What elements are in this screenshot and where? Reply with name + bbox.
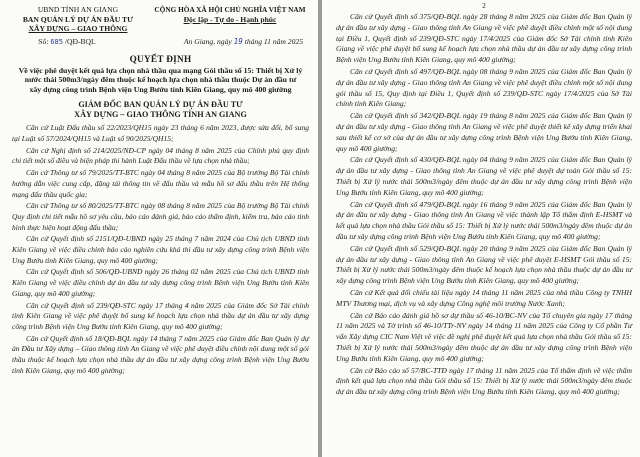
basis-paragraph: Căn cứ Quyết định số 506/QĐ-UBND ngày 26 tháng 02 năm 2025 của Chủ tịch UBND tỉnh Kiên Giang về việc điều chỉnh dự án đầu tư xây dựng công trình Bệnh viện Ung Bướu tỉnh Kiên Giang, quy mô 400 giường; — [12, 267, 309, 298]
basis-paragraph: Căn cứ Quyết định số 239/QĐ-STC ngày 17 tháng 4 năm 2025 của Giám đốc Sở Tài chính tỉnh Kiên Giang về việc phê duyệt bổ sung kế hoạch lựa chọn nhà thầu dự án đầu tư xây dựng công trình Bệnh viện Ung Bướu tỉnh Kiên Giang, quy mô 400 giường; — [12, 300, 309, 331]
decision-title: QUYẾT ĐỊNH — [129, 53, 192, 64]
number-prefix: Số: — [38, 36, 51, 46]
basis-paragraph: Căn cứ Quyết định số 18/QĐ-BQL ngày 14 tháng 7 năm 2025 của Giám đốc Ban Quản lý dự án Đầu tư Xây dựng – Giao thông tỉnh An Giang về việc phê duyệt điều chỉnh nội dung một số gói thầu thuộc kế hoạch lựa chọn nhà thầu dự án đầu tư xây dựng công trình Bệnh viện Ung Bướu tỉnh Kiên Giang, quy mô 400 giường; — [12, 333, 309, 375]
date-suffix: tháng 11 năm 2025 — [242, 36, 303, 46]
basis-paragraph: Căn cứ Quyết định số 430/QĐ-BQL ngày 04 tháng 9 năm 2025 của Giám đốc Ban Quản lý dự án đầu tư xây dựng - Giao thông tỉnh An Giang về việc phê duyệt dự toán Gói thầu số 15: Thiết bị Xử lý nước thải 500m3/ngày đêm thuộc dự án đầu tư xây dựng công trình Bệnh viện Ung Bướu tỉnh Kiên Giang, quy mô 400 giường; — [336, 155, 632, 197]
document-page-1 — [0, 0, 318, 457]
number-date-row — [12, 37, 309, 48]
document-date — [184, 37, 309, 48]
basis-paragraph: Căn cứ Kết quả đối chiếu tài liệu ngày 14 tháng 11 năm 2025 của nhà thầu Công ty TNHH MTV Thương mại, dịch vụ và xây dựng Công nghệ môi trường Nước Xanh; — [336, 287, 632, 308]
document-page-2 — [322, 0, 640, 457]
agency-line-1: UBND TỈNH AN GIANG — [37, 5, 119, 14]
handwritten-number: 685 — [50, 37, 63, 46]
date-prefix: An Giang, ngày — [183, 36, 234, 46]
handwritten-day: 19 — [233, 36, 243, 46]
basis-paragraph: Căn cứ Luật Đấu thầu số 22/2023/QH15 ngày 23 tháng 6 năm 2023, được sửa đổi, bổ sung tại Luật số 57/2024/QH15 và Luật số 90/2025/QH15; — [12, 123, 309, 143]
page-number: 2 — [482, 2, 486, 10]
issuing-agency — [12, 5, 144, 34]
number-suffix: /QĐ-BQL — [62, 36, 96, 46]
national-motto: Độc lập - Tự do - Hạnh phúc — [183, 14, 277, 24]
basis-paragraph: Căn cứ Quyết định số 497/QĐ-BQL ngày 08 tháng 9 năm 2025 của Giám đốc Ban Quản lý dự án đầu tư xây dựng - Giao thông tỉnh An Giang về việc phê duyệt điều chỉnh một số nội dung gói thầu số 15, Quy định tại Điều 1, Quyết định số 239/QĐ-STC ngày 17/4/2025 của Sở Tài chính tỉnh Kiên Giang; — [336, 66, 632, 109]
director-line-1: GIÁM ĐỐC BAN QUẢN LÝ DỰ ÁN ĐẦU TƯ — [78, 100, 243, 110]
basis-paragraph: Căn cứ Báo cáo số 57/BC-TTĐ ngày 17 tháng 11 năm 2025 của Tổ thẩm định về việc thẩm định kết quả lựa chọn nhà thầu Gói thầu số 15: Thiết bị Xử lý nước thải 500m3/ngày đêm thuộc dự án đầu tư xây dựng công trình Bệnh viện Ung Bướu tỉnh Kiên Giang, quy mô 400 giường; — [336, 365, 632, 397]
agency-line-3: XÂY DỰNG – GIAO THÔNG — [28, 24, 128, 33]
basis-paragraph: Căn cứ Quyết định số 342/QĐ-BQL ngày 19 tháng 8 năm 2025 của Giám đốc Ban Quản lý dự án đầu tư xây dựng - Giao thông tỉnh An Giang về việc phê duyệt thiết kế xây dựng triển khai sau thiết kế cơ sở của dự án đầu tư xây dựng công trình Bệnh viện Ung Bướu tỉnh Kiên Giang, quy mô 400 giường; — [336, 111, 632, 153]
document-header — [12, 5, 309, 34]
national-heading — [151, 5, 309, 34]
document-number — [12, 37, 122, 48]
basis-paragraph: Căn cứ Quyết định số 529/QĐ-BQL ngày 20 tháng 9 năm 2025 của Giám đốc Ban Quản lý dự án đầu tư xây dựng - Giao thông tỉnh An Giang về việc phê duyệt E-HSMT Gói thầu số 15: Thiết bị Xử lý nước thải 500m3/ngày đêm thuộc kế hoạch lựa chọn nhà thầu thuộc dự án đầu tư xây dựng công trình Bệnh viện Ung Bướu tỉnh Kiên Giang, quy mô 400 giường; — [336, 243, 632, 286]
basis-paragraph: Căn cứ Báo cáo đánh giá hồ sơ dự thầu số 46-10/BC-NV của Tổ chuyên gia ngày 17 tháng 11 năm 2025 và Tờ trình số 46-10/TTr-NV ngày 14 tháng 11 năm 2025 của Công ty Cổ phần Tư vấn Xây dựng CIC Nam Việt về việc đề nghị phê duyệt kết quả lựa chọn nhà thầu Gói thầu số 15: Thiết bị Xử lý nước thải 500m3/ngày đêm thuộc dự án đầu tư xây dựng công trình Bệnh viện Ung Bướu tỉnh Kiên Giang, quy mô 400 giường; — [336, 310, 632, 363]
basis-paragraph: Căn cứ Quyết định số 479/QĐ-BQL ngày 16 tháng 9 năm 2025 của Giám đốc Ban Quản lý dự án đầu tư xây dựng - Giao thông tỉnh An Giang về việc thành lập Tổ thẩm định E-HSMT và kết quả lựa chọn nhà thầu Gói thầu số 15: Thiết bị Xử lý nước thải 500m3/ngày đêm thuộc dự án đầu tư xây dựng công trình Bệnh viện Ung Bướu tỉnh Kiên Giang, quy mô 400 giường; — [336, 199, 632, 241]
basis-paragraph: Căn cứ Nghị định số 214/2025/NĐ-CP ngày 04 tháng 8 năm 2025 của Chính phủ quy định chi tiết một số điều và biện pháp thi hành Luật Đấu thầu về lựa chọn nhà thầu; — [12, 145, 309, 166]
agency-line-2: BAN QUẢN LÝ DỰ ÁN ĐẦU TƯ — [22, 14, 134, 24]
basis-paragraph: Căn cứ Quyết định số 2151/QĐ-UBND ngày 25 tháng 7 năm 2024 của Chủ tịch UBND tỉnh Kiên Giang về việc điều chỉnh báo cáo nghiên cứu khả thi đầu tư xây dựng công trình Bệnh viện Ung Bướu tỉnh Kiên Giang, quy mô 400 giường; — [12, 234, 309, 265]
director-line-2: XÂY DỰNG – GIAO THÔNG TỈNH AN GIANG — [74, 110, 247, 120]
basis-paragraph: Căn cứ Quyết định số 375/QĐ-BQL ngày 28 tháng 8 năm 2025 của Giám đốc Ban Quản lý dự án đầu tư xây dựng - Giao thông tỉnh An Giang về việc phê duyệt điều chỉnh một số nội dung tại Điều 1, Quyết định số 239/QĐ-STC ngày 17/4/2025 của Giám đốc Sở Tài chính tỉnh Kiên Giang về việc phê duyệt bổ sung kế hoạch lựa chọn nhà thầu dự án đầu tư xây dựng công trình Bệnh viện Ung Bướu tỉnh Kiên Giang, quy mô 400 giường; — [336, 12, 632, 65]
director-heading — [12, 100, 309, 120]
basis-paragraph: Căn cứ Thông tư số 79/2025/TT-BTC ngày 04 tháng 8 năm 2025 của Bộ trưởng Bộ Tài chính hướng dẫn việc cung cấp, đăng tải thông tin về đấu thầu và mẫu hồ sơ đấu thầu trên Hệ thống mạng đấu thầu quốc gia; — [12, 168, 309, 199]
nation-name: CỘNG HÒA XÃ HỘI CHỦ NGHĨA VIỆT NAM — [154, 5, 306, 14]
decision-subject: Về việc phê duyệt kết quả lựa chọn nhà thầu qua mạng Gói thầu số 15: Thiết bị Xử lý nước thải 500m3/ngày đêm thuộc kế hoạch lựa chọn nhà thầu thuộc Dự án đầu tư xây dựng công trình Bệnh viện Ung Bướu tỉnh Kiên Giang, quy mô 400 giường — [18, 65, 303, 94]
basis-paragraph: Căn cứ Thông tư số 80/2025/TT-BTC ngày 08 tháng 8 năm 2025 của Bộ trưởng Bộ Tài chính Quy định chi tiết mẫu hồ sơ yêu cầu, báo cáo đánh giá, báo cáo thẩm định, kiểm tra, báo cáo tình hình thực hiện hoạt động đấu thầu; — [12, 201, 309, 232]
